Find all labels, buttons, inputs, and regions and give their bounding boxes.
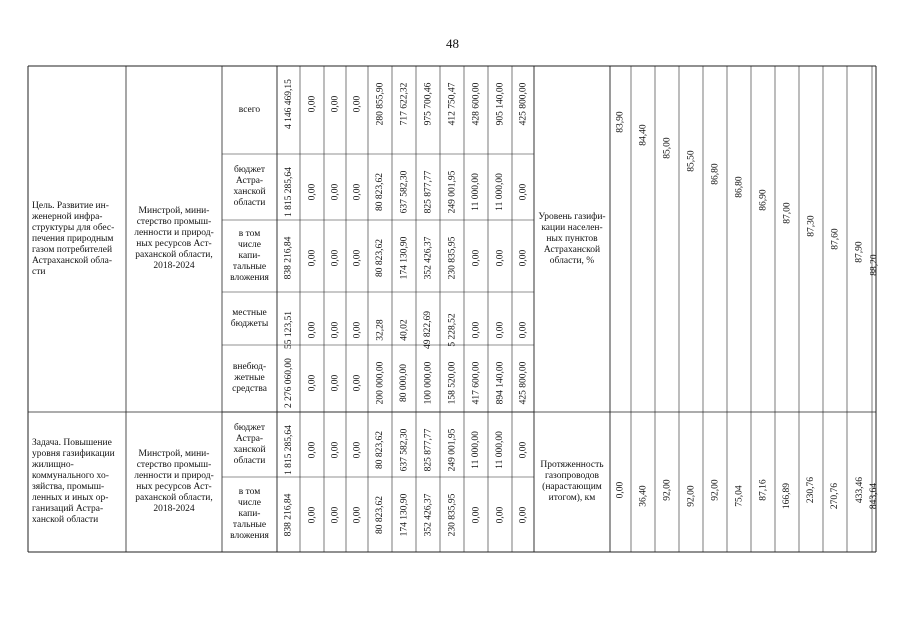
goal-value: 894 140,00 bbox=[494, 361, 505, 405]
task-value: 0,00 bbox=[494, 506, 505, 524]
goal-value: 80 823,62 bbox=[375, 173, 385, 211]
goal-row-label: всего bbox=[238, 104, 261, 115]
goal-value: 40,02 bbox=[399, 319, 410, 341]
goal-indicator-value: 83,90 bbox=[615, 111, 626, 133]
goal-text: Цель. Развитие ин- женерной инфра- структуры для обес- печения природным газом потребителей Астраханской обла- сти bbox=[32, 200, 115, 277]
task-row-label: бюджет Астра- ханской области bbox=[233, 422, 266, 466]
goal-indicator-value: 85,00 bbox=[662, 137, 673, 159]
goal-indicator-value: 86,80 bbox=[734, 176, 745, 198]
goal-value: 0,00 bbox=[517, 321, 528, 339]
goal-value: 0,00 bbox=[306, 183, 317, 201]
goal-value: 717 622,32 bbox=[398, 82, 409, 126]
goal-value: 11 000,00 bbox=[494, 173, 505, 211]
task-value: 0,00 bbox=[351, 506, 362, 524]
task-row-label: в том числе капи- тальные вложения bbox=[230, 487, 269, 541]
goal-value: 0,00 bbox=[351, 183, 362, 201]
task-indicator-value: 92,00 bbox=[686, 485, 697, 507]
goal-value: 0,00 bbox=[494, 321, 505, 339]
page-number: 48 bbox=[446, 36, 459, 51]
goal-value: 0,00 bbox=[351, 374, 362, 392]
goal-indicator-value: 86,80 bbox=[710, 163, 721, 185]
goal-value: 32,28 bbox=[375, 319, 386, 341]
task-indicator-value: 87,16 bbox=[758, 479, 769, 501]
goal-indicator-value: 87,30 bbox=[806, 215, 817, 237]
goal-value: 0,00 bbox=[351, 321, 362, 339]
task-value: 838 216,84 bbox=[283, 493, 294, 537]
goal-value: 249 001,95 bbox=[446, 170, 457, 214]
task-indicator-value: 270,76 bbox=[830, 482, 841, 510]
goal-value: 975 700,46 bbox=[422, 82, 433, 126]
task-value: 825 877,77 bbox=[422, 428, 433, 472]
task-text: Задача. Повышение уровня газификации жилищно- коммунального хо- зяйства, промыш- ленных и иных ор- ганизаций Астра- ханской области bbox=[32, 438, 115, 525]
goal-value: 0,00 bbox=[351, 249, 362, 267]
goal-value: 80 000,00 bbox=[399, 364, 409, 402]
task-value: 0,00 bbox=[470, 506, 481, 524]
task-value: 0,00 bbox=[329, 441, 340, 459]
goal-value: 0,00 bbox=[329, 95, 340, 113]
task-value: 0,00 bbox=[517, 506, 528, 524]
goal-row-label: местные бюджеты bbox=[230, 307, 269, 329]
task-value: 11 000,00 bbox=[470, 431, 481, 469]
goal-value: 0,00 bbox=[517, 249, 528, 267]
goal-value: 0,00 bbox=[306, 249, 317, 267]
goal-value: 4 146 469,15 bbox=[283, 79, 294, 129]
task-value: 352 426,37 bbox=[422, 493, 433, 537]
goal-value: 0,00 bbox=[329, 249, 340, 267]
goal-value: 55 123,51 bbox=[283, 311, 294, 349]
task-indicator-value: 0,00 bbox=[615, 481, 626, 499]
goal-value: 838 216,84 bbox=[283, 236, 294, 280]
task-value: 0,00 bbox=[306, 506, 317, 524]
goal-value: 11 000,00 bbox=[470, 173, 481, 211]
task-value: 249 001,95 bbox=[446, 428, 457, 472]
goal-value: 2 276 060,00 bbox=[283, 358, 294, 408]
task-value: 80 823,62 bbox=[375, 431, 385, 469]
goal-value: 352 426,37 bbox=[422, 236, 433, 280]
goal-row-label: бюджет Астра- ханской области bbox=[233, 165, 266, 208]
goal-value: 0,00 bbox=[306, 321, 317, 339]
goal-value: 0,00 bbox=[306, 374, 317, 392]
goal-value: 0,00 bbox=[470, 249, 481, 267]
goal-value: 0,00 bbox=[329, 374, 340, 392]
task-value: 637 582,30 bbox=[398, 428, 409, 472]
goal-indicator: Уровень газифи- кации населен- ных пунктов Астраханской области, % bbox=[538, 211, 606, 266]
goal-value: 637 582,30 bbox=[398, 170, 409, 214]
goal-value: 0,00 bbox=[517, 183, 528, 201]
task-value: 80 823,62 bbox=[375, 496, 385, 534]
goal-value: 230 835,95 bbox=[446, 236, 457, 280]
goal-indicator-value: 84,40 bbox=[638, 124, 649, 146]
goal-row-label: в том числе капи- тальные вложения bbox=[230, 228, 269, 283]
goal-value: 1 815 285,64 bbox=[283, 167, 294, 217]
goal-value: 0,00 bbox=[351, 95, 362, 113]
goal-value: 0,00 bbox=[329, 183, 340, 201]
goal-indicator-value: 88,20 bbox=[869, 254, 880, 276]
task-value: 0,00 bbox=[351, 441, 362, 459]
task-indicator-value: 433,46 bbox=[854, 476, 865, 504]
goal-value: 49 822,69 bbox=[423, 311, 433, 349]
task-value: 1 815 285,64 bbox=[283, 425, 294, 475]
task-indicator-value: 75,04 bbox=[734, 485, 745, 507]
task-value: 0,00 bbox=[329, 506, 340, 524]
goal-value: 158 520,00 bbox=[446, 361, 457, 405]
goal-value: 0,00 bbox=[306, 95, 317, 113]
goal-value: 905 140,00 bbox=[494, 82, 505, 126]
goal-value: 100 000,00 bbox=[422, 361, 433, 405]
goal-indicator-value: 87,90 bbox=[854, 241, 865, 263]
task-indicator-value: 230,76 bbox=[806, 476, 817, 504]
task-indicator-value: 92,00 bbox=[710, 479, 721, 501]
task-indicator: Протяженность газопроводов (нарастающим итогом), км bbox=[540, 460, 604, 503]
goal-value: 5 228,52 bbox=[447, 313, 458, 347]
task-value: 230 835,95 bbox=[446, 493, 457, 537]
goal-indicator-value: 86,90 bbox=[758, 189, 769, 211]
task-value: 174 130,90 bbox=[398, 493, 409, 537]
goal-row-label: внебюд- жетные средства bbox=[232, 362, 267, 394]
goal-indicator-value: 87,60 bbox=[830, 228, 841, 250]
task-indicator-value: 36,40 bbox=[638, 485, 649, 507]
goal-value: 428 600,00 bbox=[470, 82, 481, 126]
goal-value: 0,00 bbox=[494, 249, 505, 267]
goal-indicator-value: 87,00 bbox=[782, 202, 793, 224]
goal-value: 200 000,00 bbox=[374, 361, 385, 405]
goal-indicator-value: 85,50 bbox=[686, 150, 697, 172]
task-executor: Минстрой, мини- стерство промыш- ленности и природ- ных ресурсов Аст- раханской области, 2018-2024 bbox=[134, 449, 214, 514]
task-value: 0,00 bbox=[306, 441, 317, 459]
goal-value: 280 855,90 bbox=[374, 82, 385, 126]
task-indicator-value: 92,00 bbox=[662, 479, 673, 501]
goal-value: 412 750,47 bbox=[446, 82, 457, 126]
goal-value: 425 800,00 bbox=[517, 361, 528, 405]
goal-value: 425 800,00 bbox=[517, 82, 528, 126]
goal-value: 0,00 bbox=[329, 321, 340, 339]
task-value: 0,00 bbox=[517, 441, 528, 459]
goal-value: 417 600,00 bbox=[470, 361, 481, 405]
task-value: 11 000,00 bbox=[494, 431, 505, 469]
task-indicator-value: 166,89 bbox=[782, 482, 793, 510]
task-indicator-value: 843,64 bbox=[869, 482, 880, 510]
goal-value: 80 823,62 bbox=[375, 239, 385, 277]
goal-executor: Минстрой, мини- стерство промыш- ленности и природ- ных ресурсов Аст- раханской области, 2018-2024 bbox=[134, 206, 214, 271]
goal-value: 0,00 bbox=[470, 321, 481, 339]
goal-value: 825 877,77 bbox=[422, 170, 433, 214]
goal-value: 174 130,90 bbox=[398, 236, 409, 280]
